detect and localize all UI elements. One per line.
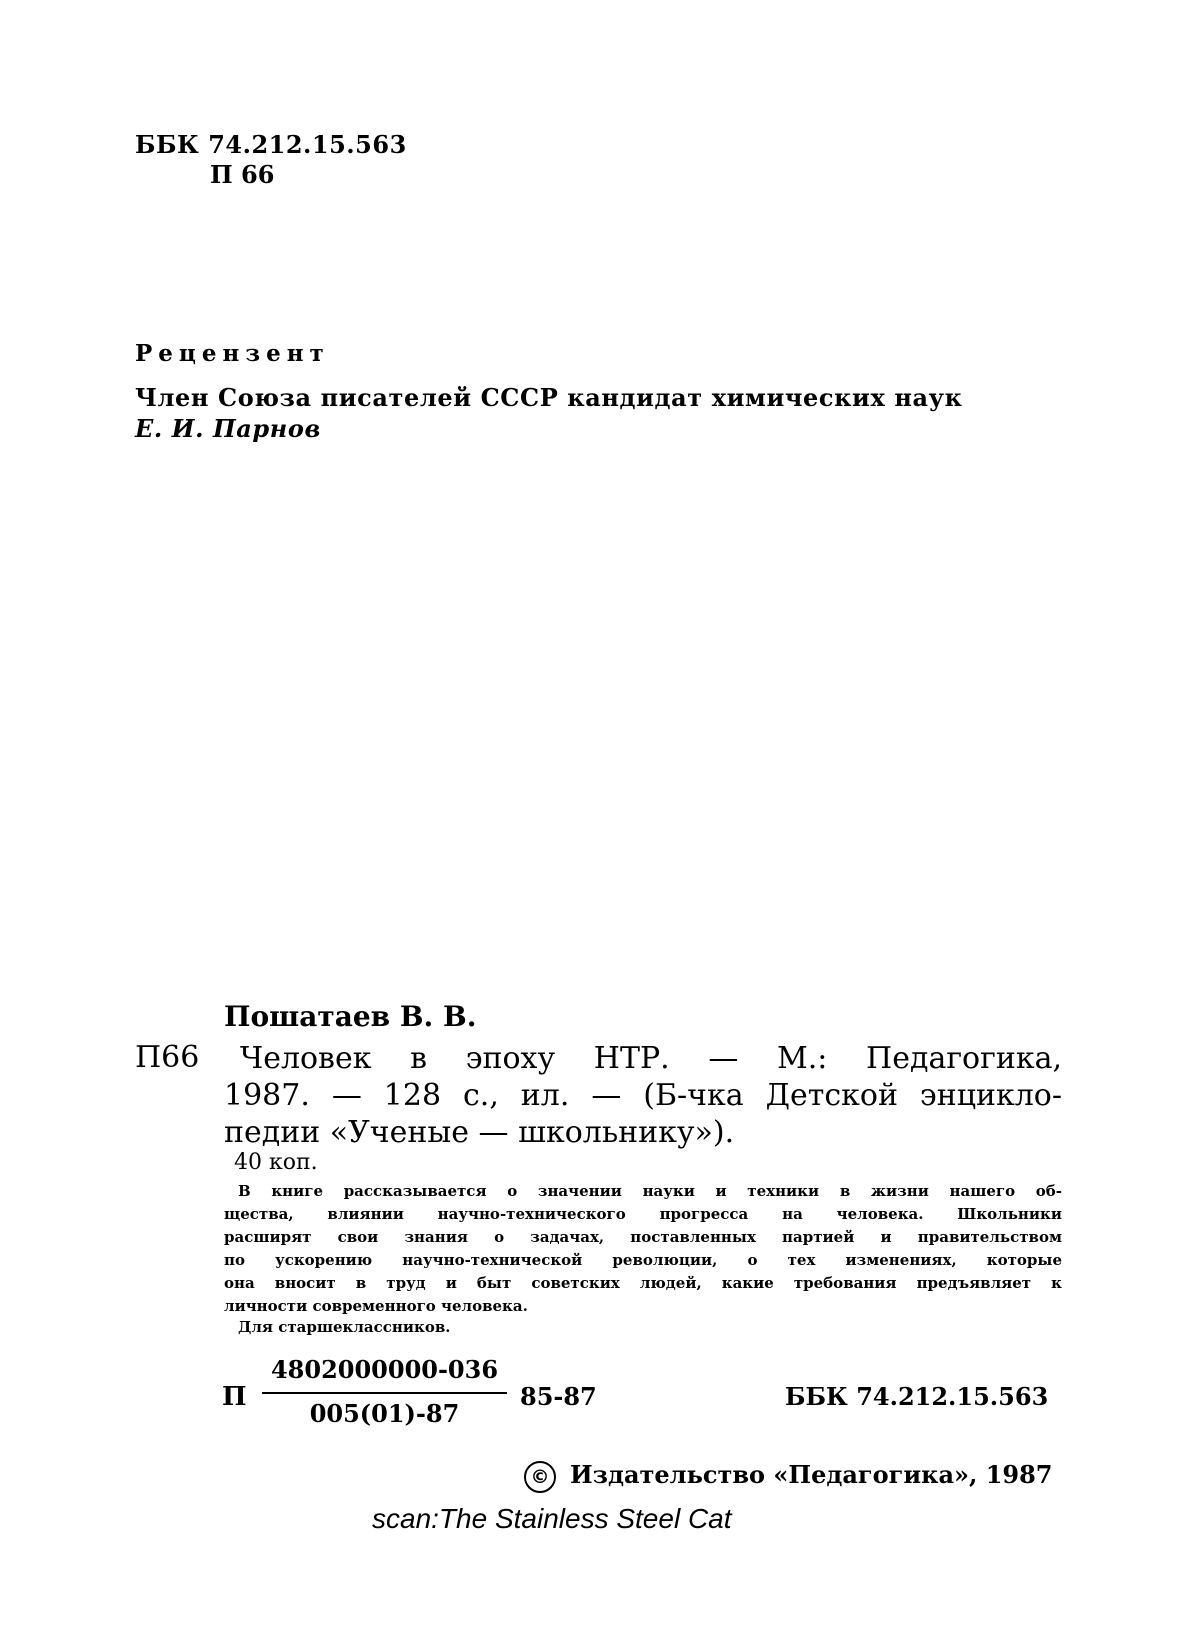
annotation-line: по ускорению научно-технической революции, о тех изменениях, которые <box>224 1251 1062 1269</box>
reviewer-position: Член Союза писателей СССР кандидат химических наук <box>135 383 963 412</box>
annotation-line: В книге рассказывается о значении науки и техники в жизни нашего об- <box>238 1182 1062 1200</box>
annotation-line: расширят свои знания о задачах, поставленных партией и правительством <box>224 1228 1062 1246</box>
annotation <box>224 1180 1062 1318</box>
scan-credit: scan:The Stainless Steel Cat <box>372 1503 732 1534</box>
classification-series: 85-87 <box>520 1382 597 1411</box>
annotation-line: щества, влиянии научно-технического прогресса на человека. Школьники <box>224 1205 1062 1223</box>
bbk-code-bottom: ББК 74.212.15.563 <box>785 1382 1049 1411</box>
copyright-text: Издательство «Педагогика», 1987 <box>570 1460 1053 1489</box>
catalog-author: Пошатаев В. В. <box>224 1000 477 1033</box>
fraction-bar <box>262 1392 507 1394</box>
copyright-icon: © <box>524 1461 556 1493</box>
catalog-title-block <box>224 1040 1062 1151</box>
author-index-top: П 66 <box>210 160 275 189</box>
title-line: педии «Ученые — школьнику»). <box>224 1115 735 1150</box>
annotation-line: личности современного человека. <box>224 1297 528 1315</box>
copyright-line <box>524 1460 1053 1493</box>
reviewer-name: Е. И. Парнов <box>135 414 321 443</box>
reviewer-label: Рецензент <box>135 340 330 367</box>
fraction-numerator: 4802000000-036 <box>270 1355 499 1384</box>
title-line: 1987. — 128 с., ил. — (Б-чка Детской энцикло- <box>224 1078 1062 1113</box>
audience-note: Для старшеклассников. <box>238 1318 451 1336</box>
price: 40 коп. <box>234 1150 318 1175</box>
title-line: Человек в эпоху НТР. — М.: Педагогика, <box>240 1041 1062 1076</box>
annotation-line: она вносит в труд и быт советских людей, какие требования предъявляет к <box>224 1274 1062 1292</box>
catalog-code: П66 <box>135 1040 200 1075</box>
fraction-denominator: 005(01)-87 <box>309 1399 460 1428</box>
bbk-code-top: ББК 74.212.15.563 <box>135 130 407 159</box>
classification-fraction <box>262 1355 507 1428</box>
classification-letter: П <box>222 1382 247 1412</box>
